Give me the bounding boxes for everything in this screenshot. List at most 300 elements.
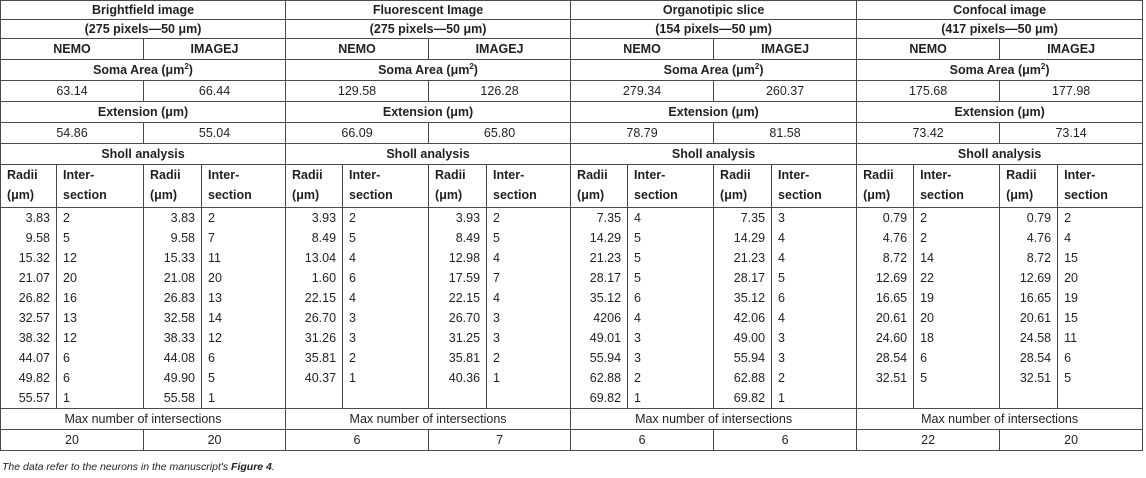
intersection-label-end: section — [1064, 188, 1108, 202]
sholl-heading: Sholl analysis — [286, 144, 571, 165]
intersection-header — [57, 165, 144, 208]
imagej-radius: 32.58 — [144, 308, 202, 328]
panel-scale: (154 pixels—50 μm) — [571, 20, 857, 39]
imagej-intersection: 12 — [202, 328, 286, 348]
footnote-text: The data refer to the neurons in the manuscript's — [2, 461, 232, 473]
imagej-radius: 14.29 — [714, 228, 772, 248]
radii-unit: (μm) — [577, 188, 605, 202]
imagej-intersection: 3 — [772, 348, 857, 368]
extension-heading: Extension (μm) — [571, 102, 857, 123]
imagej-intersection: 4 — [1058, 228, 1143, 248]
nemo-intersection: 5 — [343, 228, 429, 248]
soma-unit-exponent: 2 — [469, 61, 474, 71]
nemo-radius: 1.60 — [286, 268, 343, 288]
soma-label: Soma Area (μm — [378, 63, 470, 77]
nemo-intersection: 4 — [343, 248, 429, 268]
nemo-radius: 8.49 — [286, 228, 343, 248]
max-nemo-value: 6 — [571, 430, 714, 451]
nemo-radius: 24.60 — [857, 328, 914, 348]
radii-label: Radii — [435, 168, 466, 182]
imagej-radius: 7.35 — [714, 208, 772, 229]
extension-nemo-value: 66.09 — [286, 123, 429, 144]
intersection-label-end: section — [778, 188, 822, 202]
soma-area-heading — [1, 60, 286, 81]
table-row — [1, 308, 1143, 328]
nemo-intersection: 6 — [57, 368, 144, 388]
imagej-radius: 69.82 — [714, 388, 772, 409]
imagej-intersection: 1 — [772, 388, 857, 409]
max-nemo-value: 20 — [1, 430, 144, 451]
nemo-radius: 3.93 — [286, 208, 343, 229]
imagej-radius: 24.58 — [1000, 328, 1058, 348]
nemo-radius: 62.88 — [571, 368, 628, 388]
imagej-radius: 3.83 — [144, 208, 202, 229]
table-row — [1, 388, 1143, 409]
imagej-header: IMAGEJ — [429, 39, 571, 60]
table-row — [1, 81, 1143, 102]
soma-label: Soma Area (μm — [663, 63, 755, 77]
nemo-radius: 69.82 — [571, 388, 628, 409]
sholl-heading: Sholl analysis — [1, 144, 286, 165]
table-row — [1, 248, 1143, 268]
table-row — [1, 144, 1143, 165]
soma-label-end: ) — [1045, 63, 1050, 77]
nemo-radius: 21.23 — [571, 248, 628, 268]
imagej-intersection: 3 — [772, 328, 857, 348]
radii-unit: (μm) — [150, 188, 178, 202]
nemo-intersection: 2 — [57, 208, 144, 229]
nemo-intersection: 3 — [628, 328, 714, 348]
max-intersections-label: Max number of intersections — [286, 409, 571, 430]
table-row — [1, 348, 1143, 368]
soma-label-end: ) — [759, 63, 764, 77]
nemo-radius: 32.57 — [1, 308, 57, 328]
nemo-intersection: 1 — [57, 388, 144, 409]
imagej-radius: 4.76 — [1000, 228, 1058, 248]
soma-area-heading — [857, 60, 1143, 81]
nemo-intersection: 16 — [57, 288, 144, 308]
imagej-intersection: 1 — [202, 388, 286, 409]
soma-label: Soma Area (μm — [93, 63, 185, 77]
footnote-end: . — [271, 461, 275, 473]
nemo-radius: 35.81 — [286, 348, 343, 368]
nemo-intersection: 4 — [628, 308, 714, 328]
radii-unit: (μm) — [863, 188, 891, 202]
nemo-radius: 22.15 — [286, 288, 343, 308]
table-row — [1, 1, 1143, 20]
nemo-radius: 40.37 — [286, 368, 343, 388]
imagej-radius — [429, 388, 487, 409]
max-imagej-value: 6 — [714, 430, 857, 451]
extension-imagej-value: 73.14 — [1000, 123, 1143, 144]
imagej-intersection: 11 — [1058, 328, 1143, 348]
nemo-radius: 20.61 — [857, 308, 914, 328]
soma-unit-exponent: 2 — [754, 61, 760, 71]
soma-label-end: ) — [188, 63, 193, 77]
imagej-intersection: 3 — [487, 328, 571, 348]
max-intersections-label: Max number of intersections — [1, 409, 286, 430]
imagej-intersection: 5 — [1058, 368, 1143, 388]
nemo-radius: 49.82 — [1, 368, 57, 388]
imagej-intersection: 2 — [202, 208, 286, 229]
imagej-intersection: 2 — [1058, 208, 1143, 229]
imagej-intersection: 13 — [202, 288, 286, 308]
nemo-intersection: 1 — [628, 388, 714, 409]
nemo-radius: 8.72 — [857, 248, 914, 268]
intersection-label: Inter- — [778, 168, 810, 182]
imagej-radius — [1000, 388, 1058, 409]
nemo-radius: 3.83 — [1, 208, 57, 229]
max-nemo-value: 22 — [857, 430, 1000, 451]
soma-unit-exponent: 2 — [1040, 61, 1046, 71]
soma-nemo-value: 175.68 — [857, 81, 1000, 102]
nemo-intersection: 2 — [914, 208, 1000, 229]
panel-scale: (275 pixels—50 μm) — [286, 20, 571, 39]
imagej-intersection — [1058, 388, 1143, 409]
extension-heading: Extension (μm) — [286, 102, 571, 123]
table-row — [1, 228, 1143, 248]
radii-unit: (μm) — [292, 188, 320, 202]
imagej-intersection: 5 — [772, 268, 857, 288]
imagej-radius: 49.90 — [144, 368, 202, 388]
nemo-radius: 12.69 — [857, 268, 914, 288]
nemo-header: NEMO — [857, 39, 1000, 60]
imagej-intersection: 5 — [487, 228, 571, 248]
radii-label: Radii — [863, 168, 894, 182]
soma-imagej-value: 260.37 — [714, 81, 857, 102]
radii-header — [429, 165, 487, 208]
table-row — [1, 123, 1143, 144]
imagej-intersection: 3 — [487, 308, 571, 328]
nemo-intersection: 14 — [914, 248, 1000, 268]
intersection-header — [487, 165, 571, 208]
nemo-intersection: 3 — [628, 348, 714, 368]
intersection-label: Inter- — [349, 168, 381, 182]
nemo-header: NEMO — [571, 39, 714, 60]
nemo-intersection: 6 — [628, 288, 714, 308]
table-row — [1, 430, 1143, 451]
intersection-label-end: section — [208, 188, 252, 202]
nemo-intersection: 5 — [628, 228, 714, 248]
imagej-intersection: 2 — [487, 348, 571, 368]
imagej-intersection: 2 — [772, 368, 857, 388]
nemo-radius: 55.94 — [571, 348, 628, 368]
panel-scale: (417 pixels—50 μm) — [857, 20, 1143, 39]
imagej-header: IMAGEJ — [144, 39, 286, 60]
nemo-radius — [286, 388, 343, 409]
table-row — [1, 20, 1143, 39]
imagej-intersection: 6 — [772, 288, 857, 308]
table-row — [1, 208, 1143, 229]
nemo-intersection: 3 — [343, 308, 429, 328]
intersection-label: Inter- — [1064, 168, 1096, 182]
imagej-header: IMAGEJ — [714, 39, 857, 60]
imagej-radius: 26.83 — [144, 288, 202, 308]
nemo-intersection: 2 — [343, 348, 429, 368]
imagej-intersection: 11 — [202, 248, 286, 268]
extension-imagej-value: 81.58 — [714, 123, 857, 144]
nemo-intersection: 2 — [914, 228, 1000, 248]
soma-nemo-value: 129.58 — [286, 81, 429, 102]
radii-header — [144, 165, 202, 208]
nemo-intersection: 2 — [628, 368, 714, 388]
radii-header — [286, 165, 343, 208]
intersection-header — [1058, 165, 1143, 208]
imagej-intersection: 2 — [487, 208, 571, 229]
radii-label: Radii — [720, 168, 751, 182]
imagej-radius: 28.54 — [1000, 348, 1058, 368]
intersection-label: Inter- — [63, 168, 95, 182]
radii-label: Radii — [292, 168, 323, 182]
extension-nemo-value: 54.86 — [1, 123, 144, 144]
radii-header — [857, 165, 914, 208]
panel-title: Brightfield image — [1, 1, 286, 20]
imagej-intersection: 14 — [202, 308, 286, 328]
nemo-radius: 14.29 — [571, 228, 628, 248]
imagej-intersection: 5 — [202, 368, 286, 388]
soma-label-end: ) — [473, 63, 478, 77]
imagej-radius: 22.15 — [429, 288, 487, 308]
nemo-radius: 13.04 — [286, 248, 343, 268]
nemo-intersection: 19 — [914, 288, 1000, 308]
nemo-header: NEMO — [1, 39, 144, 60]
table-footnote — [2, 461, 275, 473]
imagej-radius: 49.00 — [714, 328, 772, 348]
imagej-radius: 20.61 — [1000, 308, 1058, 328]
max-nemo-value: 6 — [286, 430, 429, 451]
radii-unit: (μm) — [1006, 188, 1034, 202]
imagej-intersection: 6 — [202, 348, 286, 368]
imagej-intersection: 4 — [772, 228, 857, 248]
nemo-intersection: 5 — [57, 228, 144, 248]
table-row — [1, 328, 1143, 348]
imagej-radius: 0.79 — [1000, 208, 1058, 229]
nemo-radius: 28.17 — [571, 268, 628, 288]
nemo-radius: 31.26 — [286, 328, 343, 348]
imagej-radius: 12.98 — [429, 248, 487, 268]
radii-unit: (μm) — [720, 188, 748, 202]
nemo-radius: 16.65 — [857, 288, 914, 308]
soma-nemo-value: 63.14 — [1, 81, 144, 102]
radii-label: Radii — [577, 168, 608, 182]
max-intersections-label: Max number of intersections — [571, 409, 857, 430]
radii-header — [571, 165, 628, 208]
panel-scale: (275 pixels—50 μm) — [1, 20, 286, 39]
sholl-heading: Sholl analysis — [857, 144, 1143, 165]
imagej-intersection: 19 — [1058, 288, 1143, 308]
imagej-intersection — [487, 388, 571, 409]
imagej-radius: 38.33 — [144, 328, 202, 348]
nemo-radius: 38.32 — [1, 328, 57, 348]
nemo-radius: 15.32 — [1, 248, 57, 268]
nemo-intersection — [914, 388, 1000, 409]
imagej-radius: 35.81 — [429, 348, 487, 368]
nemo-intersection: 3 — [343, 328, 429, 348]
imagej-radius: 15.33 — [144, 248, 202, 268]
intersection-header — [628, 165, 714, 208]
imagej-intersection: 4 — [772, 248, 857, 268]
nemo-radius: 26.82 — [1, 288, 57, 308]
imagej-radius: 55.58 — [144, 388, 202, 409]
nemo-radius: 4.76 — [857, 228, 914, 248]
nemo-intersection: 5 — [628, 268, 714, 288]
imagej-radius: 28.17 — [714, 268, 772, 288]
nemo-radius: 21.07 — [1, 268, 57, 288]
imagej-radius: 31.25 — [429, 328, 487, 348]
radii-unit: (μm) — [7, 188, 35, 202]
intersection-label: Inter- — [208, 168, 240, 182]
imagej-intersection: 20 — [202, 268, 286, 288]
nemo-intersection: 12 — [57, 248, 144, 268]
soma-imagej-value: 126.28 — [429, 81, 571, 102]
radii-label: Radii — [150, 168, 181, 182]
panel-title: Fluorescent Image — [286, 1, 571, 20]
nemo-intersection: 13 — [57, 308, 144, 328]
imagej-radius: 44.08 — [144, 348, 202, 368]
table-row — [1, 165, 1143, 208]
imagej-radius: 55.94 — [714, 348, 772, 368]
table-row — [1, 409, 1143, 430]
nemo-radius: 55.57 — [1, 388, 57, 409]
radii-header — [714, 165, 772, 208]
extension-imagej-value: 55.04 — [144, 123, 286, 144]
radii-unit: (μm) — [435, 188, 463, 202]
soma-imagej-value: 66.44 — [144, 81, 286, 102]
imagej-radius: 8.49 — [429, 228, 487, 248]
soma-unit-exponent: 2 — [184, 61, 189, 71]
nemo-radius: 9.58 — [1, 228, 57, 248]
nemo-radius: 28.54 — [857, 348, 914, 368]
imagej-intersection: 4 — [487, 288, 571, 308]
nemo-intersection: 20 — [914, 308, 1000, 328]
extension-heading: Extension (μm) — [1, 102, 286, 123]
table-row — [1, 39, 1143, 60]
soma-nemo-value: 279.34 — [571, 81, 714, 102]
nemo-radius: 26.70 — [286, 308, 343, 328]
extension-heading: Extension (μm) — [857, 102, 1143, 123]
table-row — [1, 368, 1143, 388]
imagej-radius: 40.36 — [429, 368, 487, 388]
table-row — [1, 60, 1143, 81]
nemo-intersection: 5 — [628, 248, 714, 268]
nemo-radius: 32.51 — [857, 368, 914, 388]
nemo-radius: 49.01 — [571, 328, 628, 348]
max-imagej-value: 7 — [429, 430, 571, 451]
table-row — [1, 268, 1143, 288]
radii-label: Radii — [7, 168, 38, 182]
intersection-header — [202, 165, 286, 208]
max-imagej-value: 20 — [144, 430, 286, 451]
extension-nemo-value: 73.42 — [857, 123, 1000, 144]
imagej-radius: 26.70 — [429, 308, 487, 328]
soma-imagej-value: 177.98 — [1000, 81, 1143, 102]
imagej-radius: 62.88 — [714, 368, 772, 388]
imagej-radius: 32.51 — [1000, 368, 1058, 388]
intersection-header — [914, 165, 1000, 208]
intersection-label: Inter- — [493, 168, 525, 182]
nemo-radius: 0.79 — [857, 208, 914, 229]
imagej-intersection: 4 — [487, 248, 571, 268]
nemo-intersection: 12 — [57, 328, 144, 348]
nemo-intersection: 22 — [914, 268, 1000, 288]
imagej-radius: 42.06 — [714, 308, 772, 328]
imagej-radius: 21.23 — [714, 248, 772, 268]
imagej-intersection: 7 — [487, 268, 571, 288]
sholl-heading: Sholl analysis — [571, 144, 857, 165]
imagej-intersection: 4 — [772, 308, 857, 328]
table-row — [1, 102, 1143, 123]
imagej-radius: 35.12 — [714, 288, 772, 308]
nemo-header: NEMO — [286, 39, 429, 60]
extension-nemo-value: 78.79 — [571, 123, 714, 144]
imagej-radius: 12.69 — [1000, 268, 1058, 288]
nemo-intersection: 2 — [343, 208, 429, 229]
nemo-intersection: 6 — [57, 348, 144, 368]
imagej-intersection: 20 — [1058, 268, 1143, 288]
imagej-radius: 9.58 — [144, 228, 202, 248]
radii-label: Radii — [1006, 168, 1037, 182]
soma-label: Soma Area (μm — [949, 63, 1041, 77]
nemo-intersection: 6 — [914, 348, 1000, 368]
imagej-intersection: 7 — [202, 228, 286, 248]
extension-imagej-value: 65.80 — [429, 123, 571, 144]
nemo-radius: 35.12 — [571, 288, 628, 308]
imagej-header: IMAGEJ — [1000, 39, 1143, 60]
panel-title: Organotipic slice — [571, 1, 857, 20]
soma-area-heading — [286, 60, 571, 81]
nemo-intersection: 20 — [57, 268, 144, 288]
radii-header — [1, 165, 57, 208]
intersection-label-end: section — [63, 188, 107, 202]
imagej-radius: 8.72 — [1000, 248, 1058, 268]
table-row — [1, 288, 1143, 308]
nemo-radius: 4206 — [571, 308, 628, 328]
nemo-intersection: 6 — [343, 268, 429, 288]
imagej-radius: 3.93 — [429, 208, 487, 229]
imagej-intersection: 1 — [487, 368, 571, 388]
panel-title: Confocal image — [857, 1, 1143, 20]
nemo-radius — [857, 388, 914, 409]
intersection-label: Inter- — [920, 168, 952, 182]
nemo-intersection: 4 — [343, 288, 429, 308]
nemo-intersection: 18 — [914, 328, 1000, 348]
nemo-intersection: 4 — [628, 208, 714, 229]
imagej-intersection: 3 — [772, 208, 857, 229]
imagej-intersection: 15 — [1058, 248, 1143, 268]
intersection-label: Inter- — [634, 168, 666, 182]
intersection-header — [772, 165, 857, 208]
nemo-intersection: 1 — [343, 368, 429, 388]
intersection-label-end: section — [920, 188, 964, 202]
intersection-label-end: section — [634, 188, 678, 202]
intersection-header — [343, 165, 429, 208]
max-intersections-label: Max number of intersections — [857, 409, 1143, 430]
nemo-radius: 7.35 — [571, 208, 628, 229]
radii-header — [1000, 165, 1058, 208]
footnote-figure-ref: Figure 4 — [231, 461, 272, 473]
nemo-intersection: 5 — [914, 368, 1000, 388]
imagej-intersection: 6 — [1058, 348, 1143, 368]
imagej-radius: 16.65 — [1000, 288, 1058, 308]
intersection-label-end: section — [493, 188, 537, 202]
max-imagej-value: 20 — [1000, 430, 1143, 451]
intersection-label-end: section — [349, 188, 393, 202]
nemo-radius: 44.07 — [1, 348, 57, 368]
nemo-intersection — [343, 388, 429, 409]
imagej-radius: 21.08 — [144, 268, 202, 288]
soma-area-heading — [571, 60, 857, 81]
imagej-radius: 17.59 — [429, 268, 487, 288]
